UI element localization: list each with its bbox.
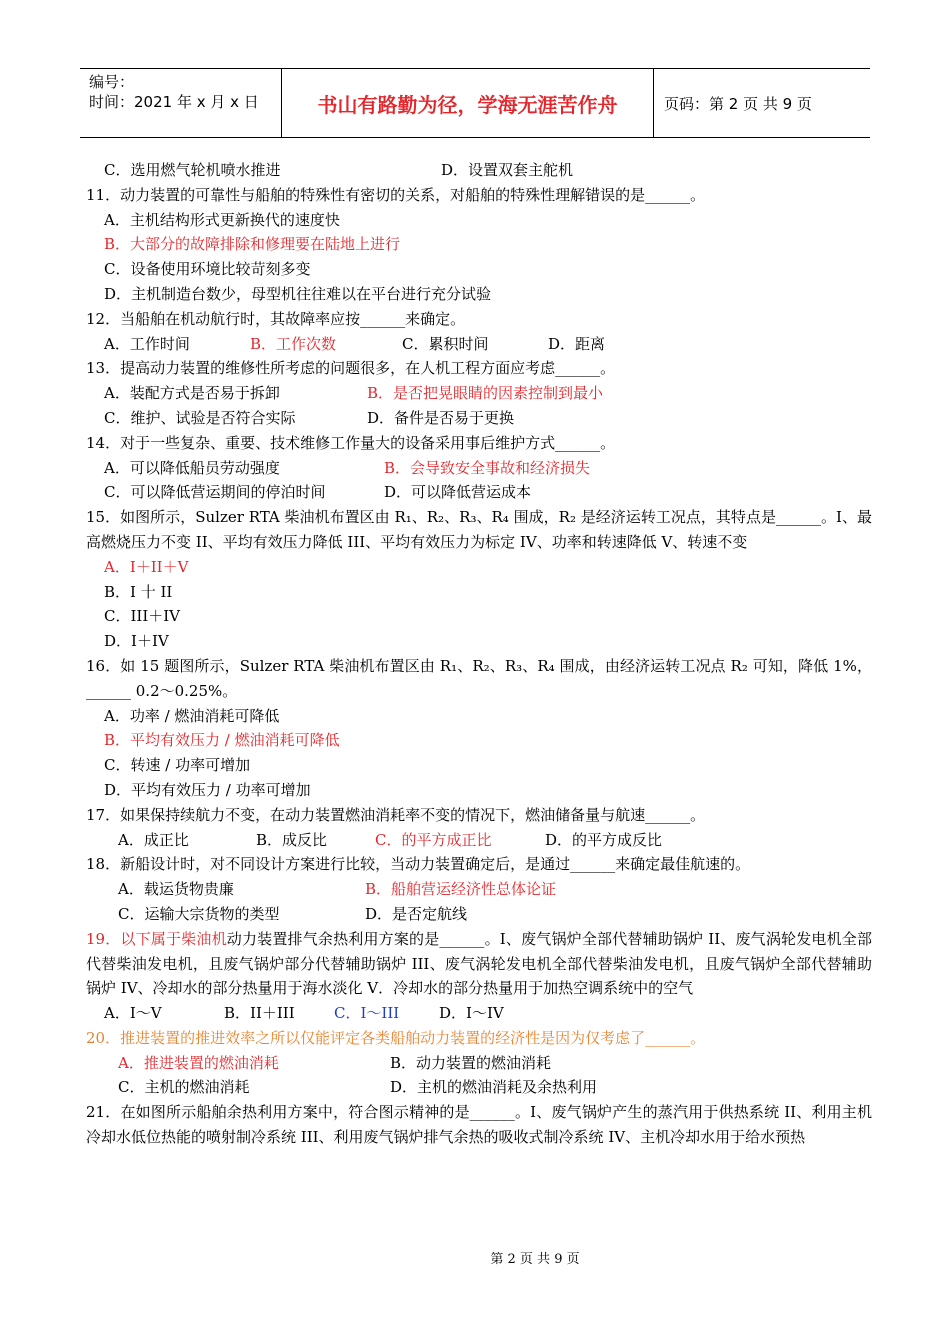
option-b-answer: B．是否把晃眼睛的因素控制到最小 — [367, 384, 604, 403]
option-row — [86, 480, 872, 505]
option-d: D．主机的燃油消耗及余热利用 — [390, 1078, 598, 1097]
page-header — [80, 68, 870, 138]
option-d: D．设置双套主舵机 — [441, 161, 574, 179]
question-15: 15．如图所示，Sulzer RTA 柴油机布置区由 R₁、R₂、R₃、R₄ 围成，R₂ 是经济运转工况点，其特点是______。I、最高燃烧压力不变 II、平均有效压力降低 III、平均有效压力为标定 IV、功率和转速降低 V、转速不变 — [86, 508, 872, 551]
option-a: A．主机结构形式更新换代的速度快 — [104, 210, 340, 229]
question-14: 14．对于一些复杂、重要、技术维修工作量大的设备采用事后维护方式______。 — [86, 433, 616, 452]
question-19-text: 动力装置排气余热利用方案的是______。I、废气锅炉全部代替辅助锅炉 II、废气涡轮发电机全部代替柴油发电机，且废气锅炉部分代替辅助锅炉 III、废气涡轮发电机全部代替柴油发电机，且废气锅炉全部代替辅助锅炉 IV、冷却水的部分热量用于海水淡化 V．冷却水的部分热量用于加热空调系统中的空气 — [86, 929, 872, 998]
option-d: D．是否定航线 — [365, 904, 468, 923]
option-a-answer: A．推进装置的燃油消耗 — [118, 1053, 279, 1072]
option-d: D．I～IV — [439, 1004, 504, 1023]
option-row — [86, 158, 872, 183]
option-row — [86, 406, 872, 431]
question-19-highlight: 19．以下属于柴油机 — [86, 929, 227, 948]
option-d: D．可以降低营运成本 — [384, 483, 532, 502]
option-a: A．载运货物贵廉 — [118, 880, 234, 899]
question-18: 18．新船设计时，对不同设计方案进行比较，当动力装置确定后，是通过______来确定最佳航速的。 — [86, 855, 751, 874]
option-c: C．选用燃气轮机喷水推进 — [104, 161, 281, 179]
number-label: 编号： — [89, 73, 135, 91]
question-20: 20．推进装置的推进效率之所以仅能评定各类船舶动力装置的经济性是因为仅考虑了______。 — [86, 1028, 706, 1047]
option-a: A．I～V — [104, 1004, 162, 1023]
option-row — [86, 381, 872, 406]
option-row — [86, 902, 872, 927]
option-c: C．运输大宗货物的类型 — [118, 904, 280, 923]
option-row — [86, 1051, 872, 1076]
option-a: A．可以降低船员劳动强度 — [104, 458, 280, 477]
option-c: C．主机的燃油消耗 — [118, 1078, 250, 1097]
option-c: C．设备使用环境比较苛刻多变 — [104, 260, 311, 279]
option-a: A．装配方式是否易于拆卸 — [104, 384, 280, 403]
option-a: A．功率 / 燃油消耗可降低 — [104, 706, 280, 725]
document-body — [86, 158, 872, 1150]
option-d: D．的平方成反比 — [545, 830, 663, 849]
question-12: 12．当船舶在机动航行时，其故障率应按______来确定。 — [86, 309, 466, 328]
option-row — [86, 1001, 872, 1026]
header-page-number: 页码：第 2 页 共 9 页 — [664, 94, 812, 113]
option-c-answer: C．I～III — [334, 1004, 400, 1023]
option-b: B．II＋III — [224, 1004, 295, 1023]
option-d: D．平均有效压力 / 功率可增加 — [104, 780, 311, 799]
option-c-answer: C．的平方成正比 — [375, 830, 492, 849]
option-b-answer: B．船舶营运经济性总体论证 — [365, 880, 557, 899]
option-b: B．动力装置的燃油消耗 — [390, 1053, 552, 1072]
question-11: 11．动力装置的可靠性与船舶的特殊性有密切的关系，对船舶的特殊性理解错误的是______。 — [86, 185, 706, 204]
option-b: B．I 十 II — [104, 582, 173, 601]
option-row — [86, 828, 872, 853]
option-c: C．III＋IV — [104, 607, 181, 626]
question-17: 17．如果保持续航力不变，在动力装置燃油消耗率不变的情况下，燃油储备量与航速______。 — [86, 805, 706, 824]
option-row — [86, 456, 872, 481]
page-footer: 第 2 页 共 9 页 — [490, 1252, 580, 1267]
option-d: D．主机制造台数少，母型机往往难以在平台进行充分试验 — [104, 284, 492, 303]
option-a-answer: A．I＋II＋V — [104, 557, 189, 576]
option-c: C．累积时间 — [402, 334, 489, 353]
header-motto: 书山有路勤为径，学海无涯苦作舟 — [282, 69, 654, 137]
option-c: C．维护、试验是否符合实际 — [104, 408, 296, 427]
time-label: 时间：2021 年 x 月 x 日 — [89, 93, 259, 111]
option-d: D．I＋IV — [104, 632, 169, 651]
option-b: B．成反比 — [256, 830, 328, 849]
option-d: D．备件是否易于更换 — [367, 408, 515, 427]
option-b-answer: B．大部分的故障排除和修理要在陆地上进行 — [104, 235, 401, 254]
option-c: C．转速 / 功率可增加 — [104, 756, 251, 775]
option-row — [86, 877, 872, 902]
header-meta — [80, 69, 282, 137]
option-b-answer: B．工作次数 — [250, 334, 337, 353]
question-19 — [86, 927, 872, 1001]
option-row — [86, 1075, 872, 1100]
option-c: C．可以降低营运期间的停泊时间 — [104, 483, 326, 502]
question-13: 13．提高动力装置的维修性所考虑的问题很多，在人机工程方面应考虑______。 — [86, 359, 616, 378]
question-16: 16．如 15 题图所示，Sulzer RTA 柴油机布置区由 R₁、R₂、R₃、R₄ 围成，由经济运转工况点 R₂ 可知，降低 1%，______ 0.2～0.25%。 — [86, 656, 872, 700]
option-d: D．距离 — [548, 334, 606, 353]
option-row — [86, 332, 872, 357]
option-b-answer: B．平均有效压力 / 燃油消耗可降低 — [104, 731, 340, 750]
question-21: 21．在如图所示船舶余热利用方案中，符合图示精神的是______。I、废气锅炉产生的蒸汽用于供热系统 II、利用主机冷却水低位热能的喷射制冷系统 III、利用废气锅炉排气余热的吸收式制冷系统 IV、主机冷却水用于给水预热 — [86, 1103, 872, 1147]
option-b-answer: B．会导致安全事故和经济损失 — [384, 458, 591, 477]
option-a: A．工作时间 — [104, 334, 190, 353]
option-a: A．成正比 — [118, 830, 189, 849]
